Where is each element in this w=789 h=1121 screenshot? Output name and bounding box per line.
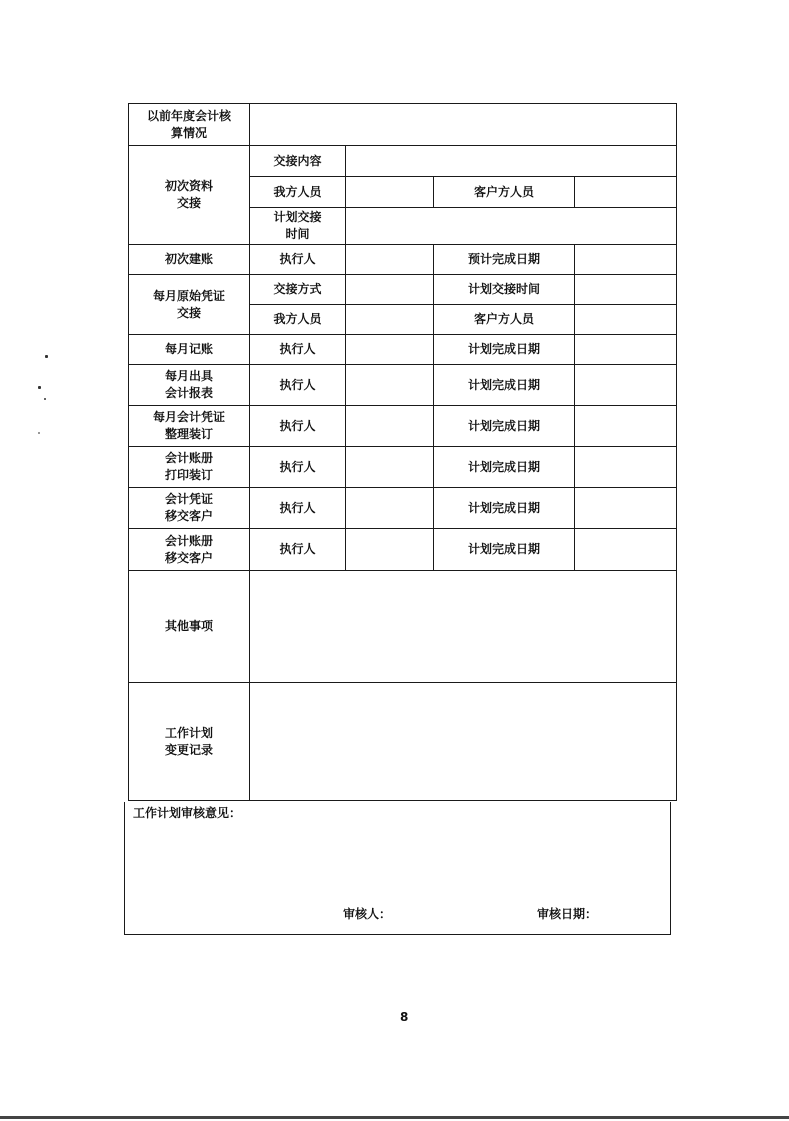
executor-field[interactable]: [346, 447, 434, 488]
executor-field[interactable]: [346, 245, 434, 275]
executor-label: 执行人: [250, 447, 346, 488]
review-date-label: 审核日期：: [537, 907, 598, 921]
reviewer-label: 审核人：: [343, 907, 392, 921]
monthly-book-label: 每月记账: [129, 335, 250, 365]
transfer-content-field[interactable]: [346, 146, 677, 177]
date-label: 计划完成日期: [434, 529, 575, 571]
date-label: 计划完成日期: [434, 365, 575, 406]
executor-label: 执行人: [250, 335, 346, 365]
date-field[interactable]: [575, 529, 677, 571]
plan-change-field[interactable]: [250, 683, 677, 801]
date-field[interactable]: [575, 406, 677, 447]
date-field[interactable]: [575, 245, 677, 275]
row-ledger-handover: [129, 529, 677, 571]
voucher-handover-label: 会计凭证 移交客户: [129, 488, 250, 529]
date-label: 预计完成日期: [434, 245, 575, 275]
work-plan-table: [128, 103, 677, 801]
date-field[interactable]: [575, 335, 677, 365]
other-field[interactable]: [250, 571, 677, 683]
executor-label: 执行人: [250, 365, 346, 406]
executor-label: 执行人: [250, 245, 346, 275]
monthly-voucher-label: 每月原始凭证 交接: [129, 275, 250, 335]
plan-transfer-time-field[interactable]: [575, 275, 677, 305]
review-title: 工作计划审核意见：: [133, 806, 242, 820]
date-field[interactable]: [575, 365, 677, 406]
client-staff-label: 客户方人员: [434, 305, 575, 335]
executor-field[interactable]: [346, 365, 434, 406]
our-staff-field[interactable]: [346, 177, 434, 208]
initial-transfer-label: 初次资料 交接: [129, 146, 250, 245]
executor-label: 执行人: [250, 406, 346, 447]
prior-year-field[interactable]: [250, 104, 677, 146]
client-staff-field[interactable]: [575, 305, 677, 335]
executor-label: 执行人: [250, 529, 346, 571]
executor-field[interactable]: [346, 488, 434, 529]
scan-mark: [38, 386, 41, 389]
row-monthly-binding: [129, 406, 677, 447]
transfer-method-label: 交接方式: [250, 275, 346, 305]
our-staff-field[interactable]: [346, 305, 434, 335]
plan-transfer-time-field[interactable]: [346, 208, 677, 245]
monthly-report-label: 每月出具 会计报表: [129, 365, 250, 406]
date-label: 计划完成日期: [434, 488, 575, 529]
page-number: 8: [400, 1010, 409, 1024]
executor-field[interactable]: [346, 529, 434, 571]
scan-mark: [44, 398, 46, 400]
executor-label: 执行人: [250, 488, 346, 529]
row-prior-year: [129, 104, 677, 146]
transfer-method-field[interactable]: [346, 275, 434, 305]
monthly-binding-label: 每月会计凭证 整理装订: [129, 406, 250, 447]
executor-field[interactable]: [346, 335, 434, 365]
row-initial-setup: [129, 245, 677, 275]
date-label: 计划完成日期: [434, 406, 575, 447]
scan-mark: [45, 355, 48, 358]
our-staff-label: 我方人员: [250, 305, 346, 335]
transfer-content-label: 交接内容: [250, 146, 346, 177]
ledger-handover-label: 会计账册 移交客户: [129, 529, 250, 571]
row-ledger-print: [129, 447, 677, 488]
row-other: [129, 571, 677, 683]
row-monthly-report: [129, 365, 677, 406]
review-section[interactable]: [124, 802, 671, 935]
initial-setup-label: 初次建账: [129, 245, 250, 275]
prior-year-label: 以前年度会计核 算情况: [129, 104, 250, 146]
row-initial-transfer-content: [129, 146, 677, 177]
row-plan-change: [129, 683, 677, 801]
executor-field[interactable]: [346, 406, 434, 447]
date-label: 计划完成日期: [434, 335, 575, 365]
plan-transfer-time-label: 计划交接 时间: [250, 208, 346, 245]
date-label: 计划完成日期: [434, 447, 575, 488]
date-field[interactable]: [575, 488, 677, 529]
other-label: 其他事项: [129, 571, 250, 683]
our-staff-label: 我方人员: [250, 177, 346, 208]
plan-transfer-time-label: 计划交接时间: [434, 275, 575, 305]
client-staff-field[interactable]: [575, 177, 677, 208]
plan-change-label: 工作计划 变更记录: [129, 683, 250, 801]
scan-mark: [38, 432, 40, 434]
row-monthly-book: [129, 335, 677, 365]
scan-edge: [0, 1116, 789, 1119]
row-monthly-voucher-method: [129, 275, 677, 305]
ledger-print-label: 会计账册 打印装订: [129, 447, 250, 488]
date-field[interactable]: [575, 447, 677, 488]
row-voucher-handover: [129, 488, 677, 529]
client-staff-label: 客户方人员: [434, 177, 575, 208]
